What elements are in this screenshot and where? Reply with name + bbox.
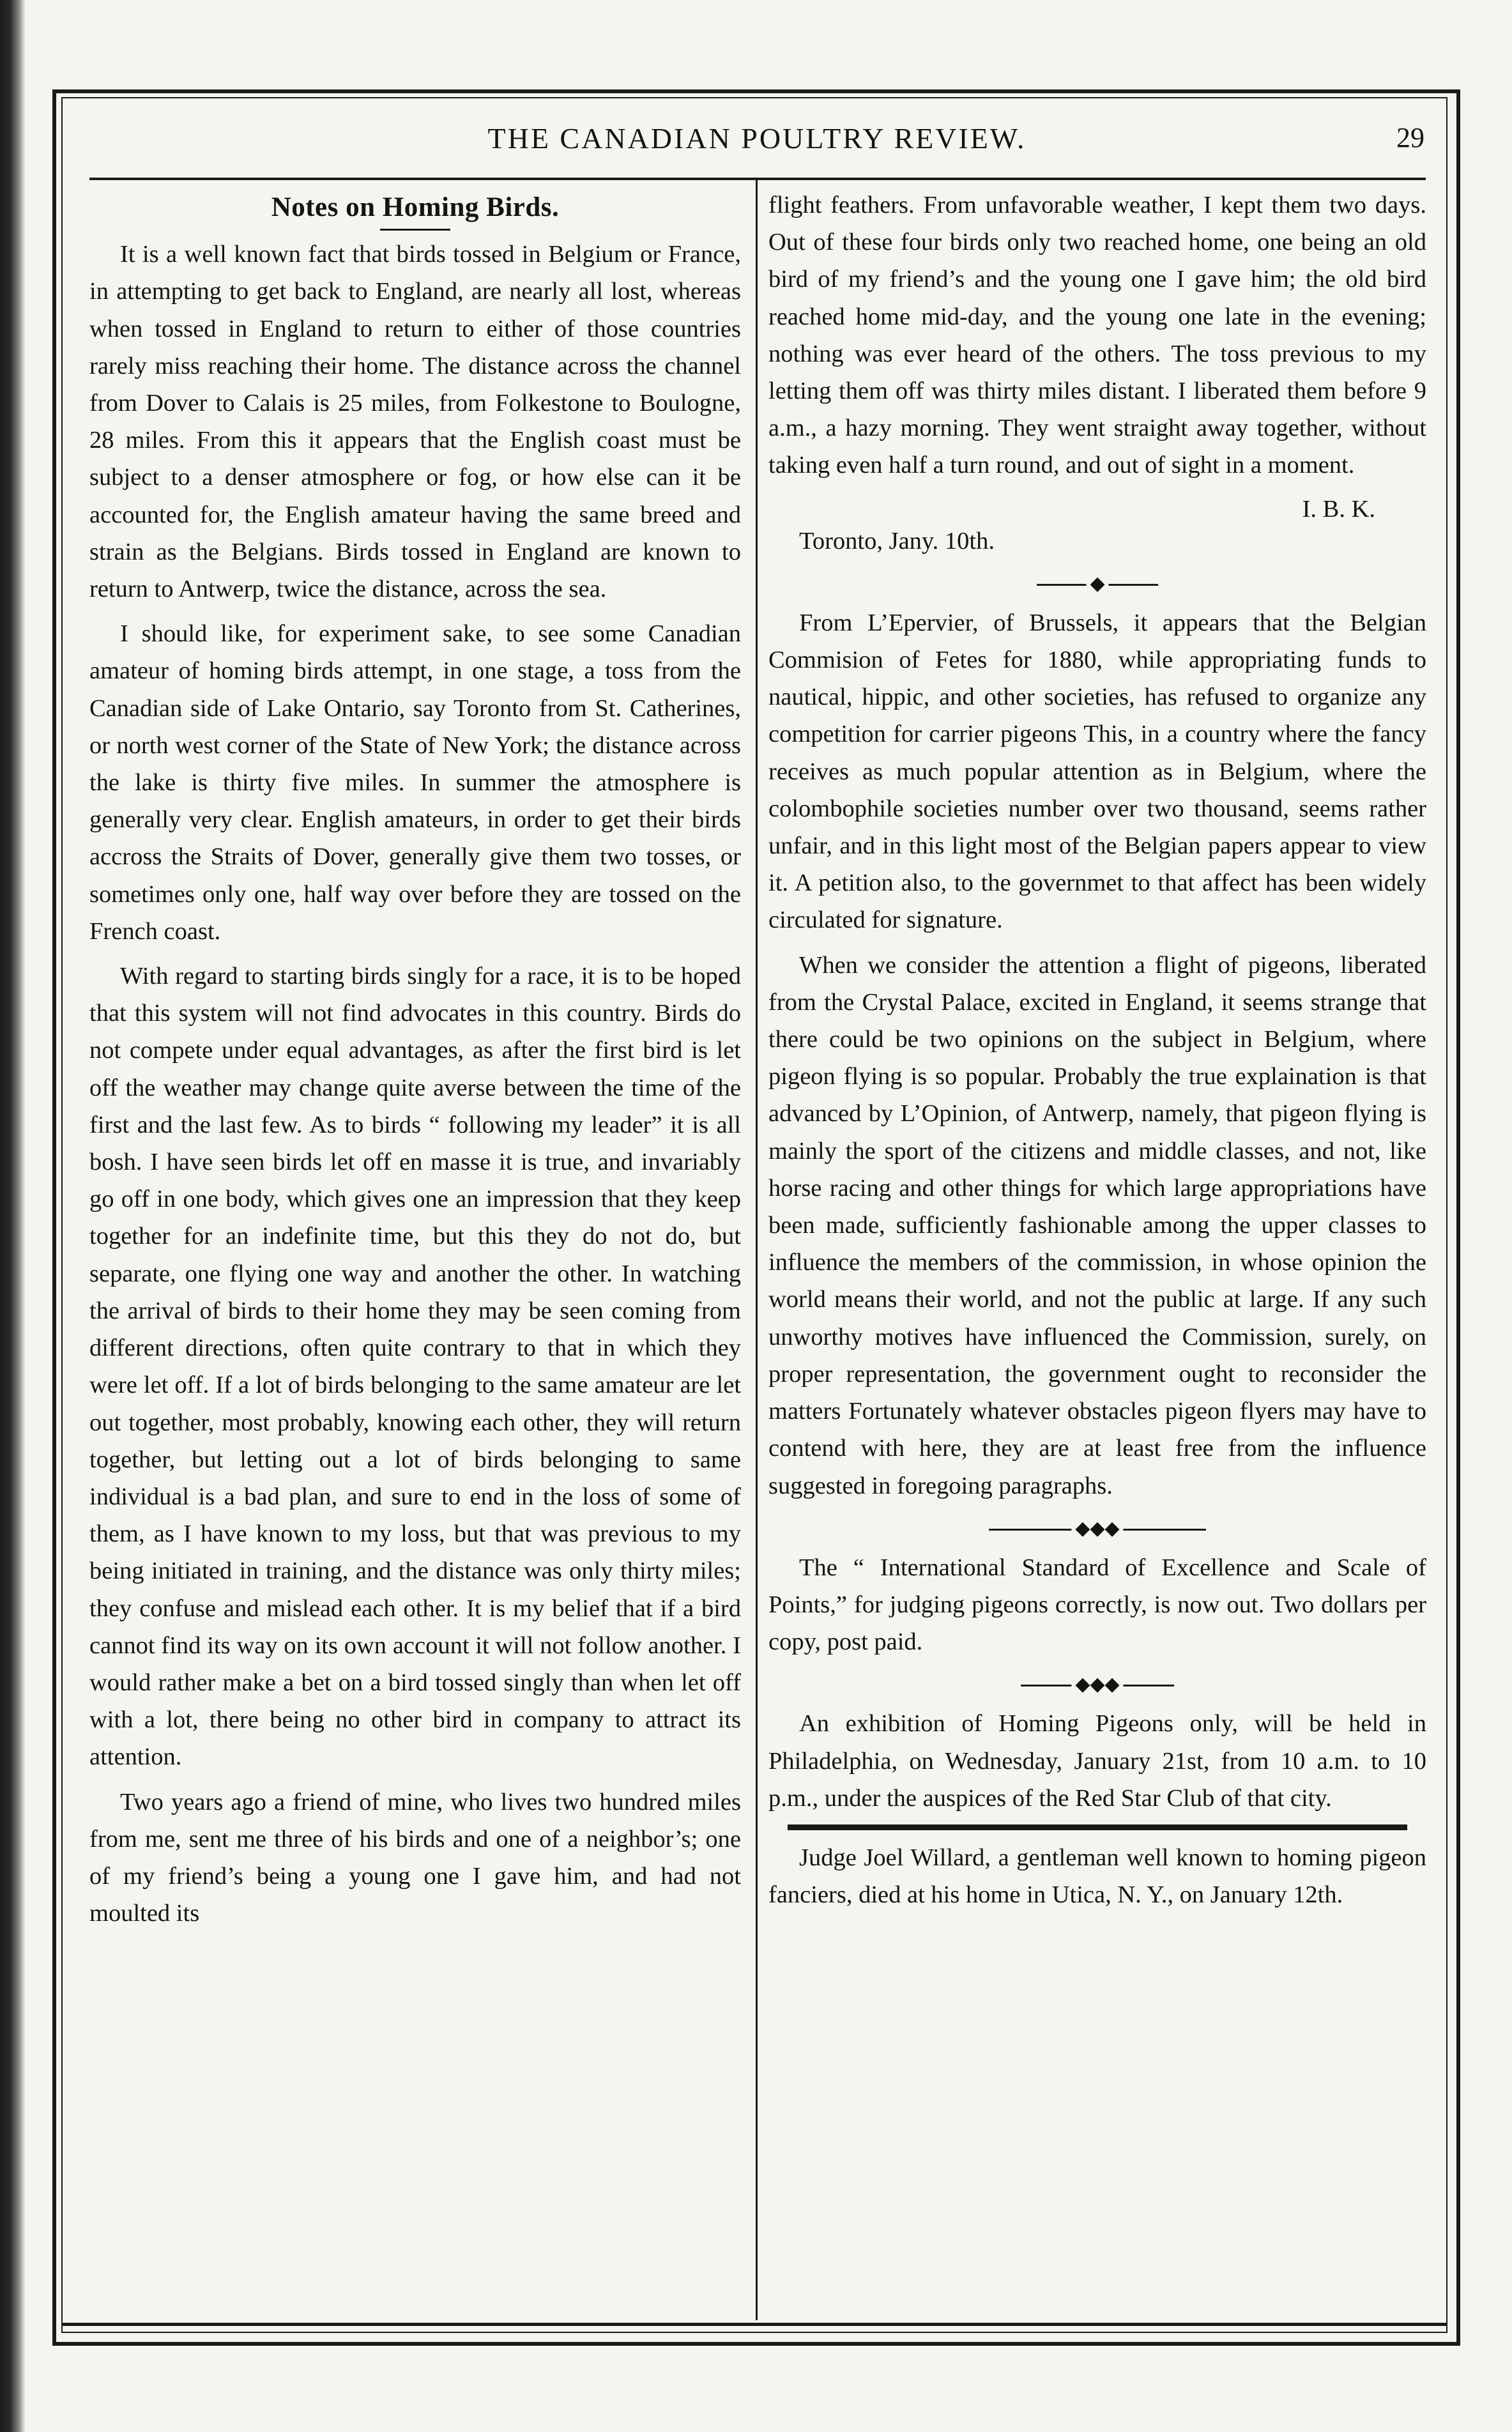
page-number: 29 [1396,122,1424,153]
header-rule [89,178,1426,180]
left-column [89,187,741,1939]
column-divider [756,180,758,2320]
running-head [89,121,1424,166]
author-signature: I. B. K. [1302,495,1375,523]
bottom-rule [61,2323,1447,2326]
notice-paragraph: The “ International Standard of Excellence and Scale of Points,” for judging pigeons correctly, is now out. Two dollars per copy, post paid. [768,1554,1426,1656]
article-continuation: flight feathers. From unfavorable weather, I kept them two days. Out of these four birds only two reached home, one being an old bird of my friend’s and the young one I gave him; the old bird reached home mid-day, and the young one late in the evening; nothing was ever heard of the others. The toss previous to my letting them off was thirty miles distant. I liberated them before 9 a.m., a hazy morning. They went straight away together, without taking even half a turn round, and out of sight in a moment. [768,192,1426,479]
title-rule [380,229,450,231]
article-paragraph: With regard to starting birds singly for a race, it is to be hoped that this system will not find advocates in this country. Birds do not compete under equal advantages, as after the first bird is let off the weather may change quite averse between the time of the first and the last few. As to birds “ following my leader” it is all bosh. I have seen birds let off en masse it is true, and invariably go off in one body, which gives one an impression that they keep together for an indefinite time, but this they do not do, but separate, one flying one way and another the other. In watching the arrival of birds to their home they may be seen coming from different directions, often quite contrary to that in which they were let off. If a lot of birds belonging to the same amateur are let out together, most probably, knowing each other, they will return together, but letting out a lot of birds belonging to same individual is a bad plan, and sure to end in the loss of some of them, as I have known to my loss, but that was previous to my being initiated in training, and the distance was only thirty miles; they confuse and mislead each other. It is my belief that if a bird cannot find its way on its own account it will not follow another. I would rather make a bet on a bird tossed singly than when let off with a lot, there being no other bird in company to attract its attention. [89,963,741,1771]
right-column [768,187,1426,1921]
diamond-ornament-icon: ◆ [1086,571,1108,597]
news-paragraph: When we consider the attention a flight of pigeons, liberated from the Crystal Palace, excited in England, it seems strange that there could be two opinions on the subject in Belgium, where pigeon flying is so popular. Probably the true explaination is that advanced by L’Opinion, of Antwerp, namely, that pigeon flying is mainly the sport of the citizens and middle classes, and not, like horse racing and other things for which large appropriations have been made, sufficiently fashionable among the upper classes to influence the members of the commission, in whose opinion the world means their world, and not the public at large. If any such unworthy motives have influenced the Commission, surely, on proper representation, the government ought to reconsider the matters Fortunately whatever obstacles pigeon flyers may have to contend with here, they are at least free from the influence suggested in foregoing paragraphs. [768,951,1426,1499]
section-ornament [768,567,1426,600]
section-ornament [768,1512,1426,1545]
notice-paragraph: Judge Joel Willard, a gentleman well known to homing pigeon fanciers, died at his home in Utica, N. Y., on January 12th. [768,1844,1426,1909]
signature-line [768,491,1426,523]
article-paragraph: It is a well known fact that birds tossed in Belgium or France, in attempting to get back to England, are nearly all lost, whereas when tossed in England to return to either of those countries rarely miss reaching their home. The distance across the channel from Dover to Calais is 25 miles, from Folkestone to Boulogne, 28 miles. From this it appears that the English coast must be subject to a denser atmosphere or fog, or how else can it be accounted for, the English amateur having the same breed and strain as the Belgians. Birds tossed in England are known to return to Antwerp, twice the distance, across the sea. [89,241,741,603]
article-paragraph: I should like, for experiment sake, to see some Canadian amateur of homing birds attempt, in one stage, a toss from the Canadian side of Lake Ontario, say Toronto from St. Catherines, or north west corner of the State of New York; the distance across the lake is thirty five miles. In summer the atmosphere is generally very clear. English amateurs, in order to get their birds accross the Straits of Dover, generally give them two tosses, or sometimes only one, half way over before they are tossed on the French coast. [89,620,741,945]
dateline: Toronto, Jany. 10th. [799,527,995,554]
triple-diamond-ornament-icon: ◆◆◆ [1071,1672,1123,1697]
notice-paragraph: An exhibition of Homing Pigeons only, will be held in Philadelphia, on Wednesday, January 21st, from 10 a.m. to 10 p.m., under the auspices of the Red Star Club of that city. [768,1710,1426,1812]
journal-title: THE CANADIAN POULTRY REVIEW. [487,122,1027,155]
article-title: Notes on Homing Birds. [271,192,560,222]
news-paragraph: From L’Epervier, of Brussels, it appears that the Belgian Commision of Fetes for 1880, while appropriating funds to nautical, hippic, and other societies, has refused to organize any competition for carrier pigeons This, in a country where the fancy receives as much popular attention as in Belgium, where the colombophile societies number over two thousand, seems rather unfair, and in this light most of the Belgian papers appear to view it. A petition also, to the governmet to that affect has been widely circulated for signature. [768,609,1426,934]
section-ornament [768,1668,1426,1701]
page-binding-edge [0,0,26,2432]
triple-diamond-ornament-icon: ◆◆◆ [1071,1516,1123,1541]
article-paragraph: Two years ago a friend of mine, who lives two hundred miles from me, sent me three of his birds and one of a neighbor’s; one of my friend’s being a young one I gave him, and had not moulted its [89,1788,741,1927]
heavy-divider-rule [788,1824,1407,1830]
